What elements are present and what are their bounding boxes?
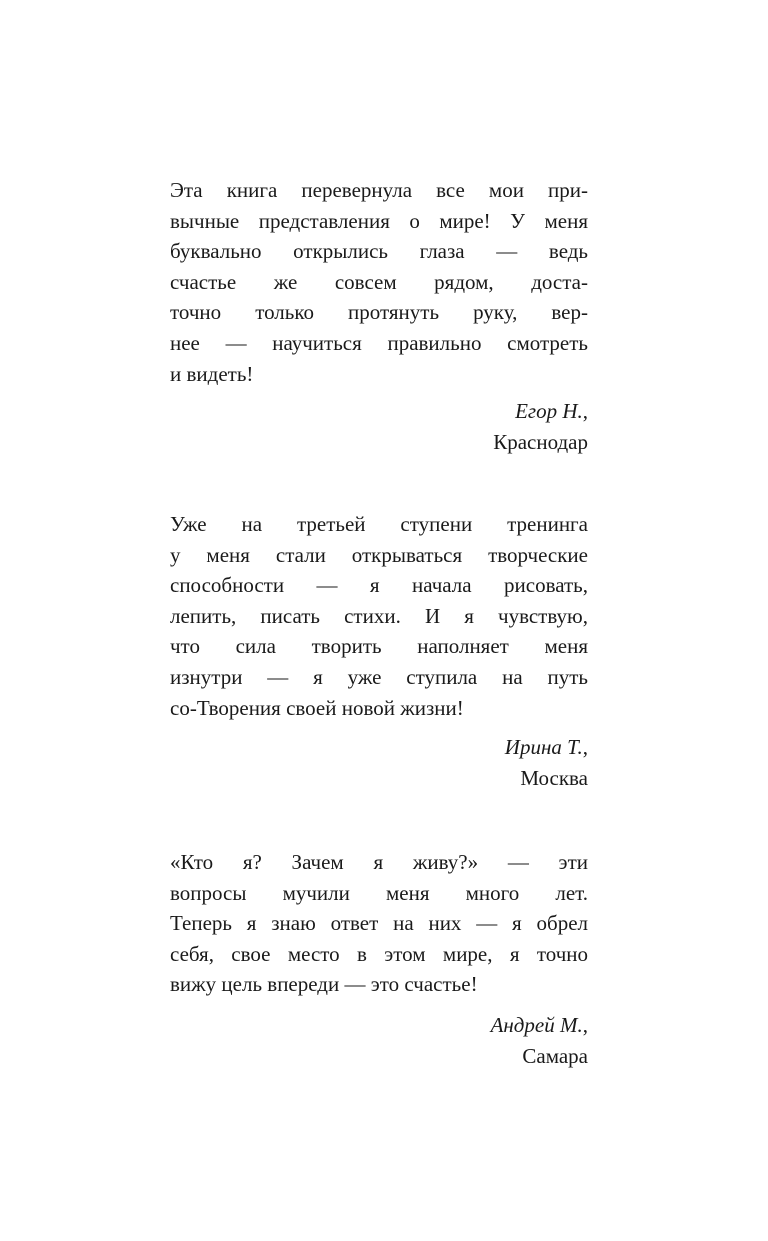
author-name: Ирина Т.: [504, 735, 583, 759]
text-line: лепить, писать стихи. И я чувствую,: [170, 603, 588, 628]
testimonial-signature-3: [170, 1010, 588, 1072]
text-line: со-Творения своей новой жизни!: [170, 695, 464, 720]
text-line: «Кто я? Зачем я живу?» — эти: [170, 850, 588, 874]
text-line: у меня стали открываться творческие: [170, 542, 588, 567]
comma: ,: [582, 735, 588, 759]
text-line: счастье же совсем рядом, доста-: [170, 269, 588, 294]
text-line: вычные представления о мире! У меня: [170, 208, 588, 233]
testimonial-signature-1: [170, 396, 588, 458]
text-line: и видеть!: [170, 361, 254, 386]
testimonial-text-1: [170, 175, 588, 389]
testimonial-signature-2: [170, 732, 588, 794]
text-line: способности — я начала рисовать,: [170, 573, 588, 598]
author-city: Самара: [522, 1044, 588, 1068]
comma: ,: [582, 1013, 588, 1037]
text-line: Теперь я знаю ответ на них — я обрел: [170, 911, 588, 936]
text-line: Уже на третьей ступени тренинга: [170, 512, 588, 536]
text-line: нее — научиться правильно смотреть: [170, 330, 588, 355]
text-line: себя, свое место в этом мире, я точно: [170, 941, 588, 966]
text-line: буквально открылись глаза — ведь: [170, 239, 588, 264]
text-line: что сила творить наполняет меня: [170, 634, 588, 659]
author-city: Краснодар: [493, 430, 588, 454]
author-city: Москва: [520, 766, 588, 790]
comma: ,: [582, 399, 588, 423]
author-name: Егор Н.: [515, 399, 583, 423]
text-line: изнутри — я уже ступила на путь: [170, 664, 588, 689]
text-line: точно только протянуть руку, вер-: [170, 300, 588, 325]
text-line: вижу цель впереди — это счастье!: [170, 972, 478, 997]
author-name: Андрей М.: [490, 1013, 583, 1037]
text-line: Эта книга перевернула все мои при-: [170, 178, 588, 202]
testimonial-text-3: [170, 847, 588, 1000]
text-line: вопросы мучили меня много лет.: [170, 880, 588, 905]
testimonial-text-2: [170, 509, 588, 723]
